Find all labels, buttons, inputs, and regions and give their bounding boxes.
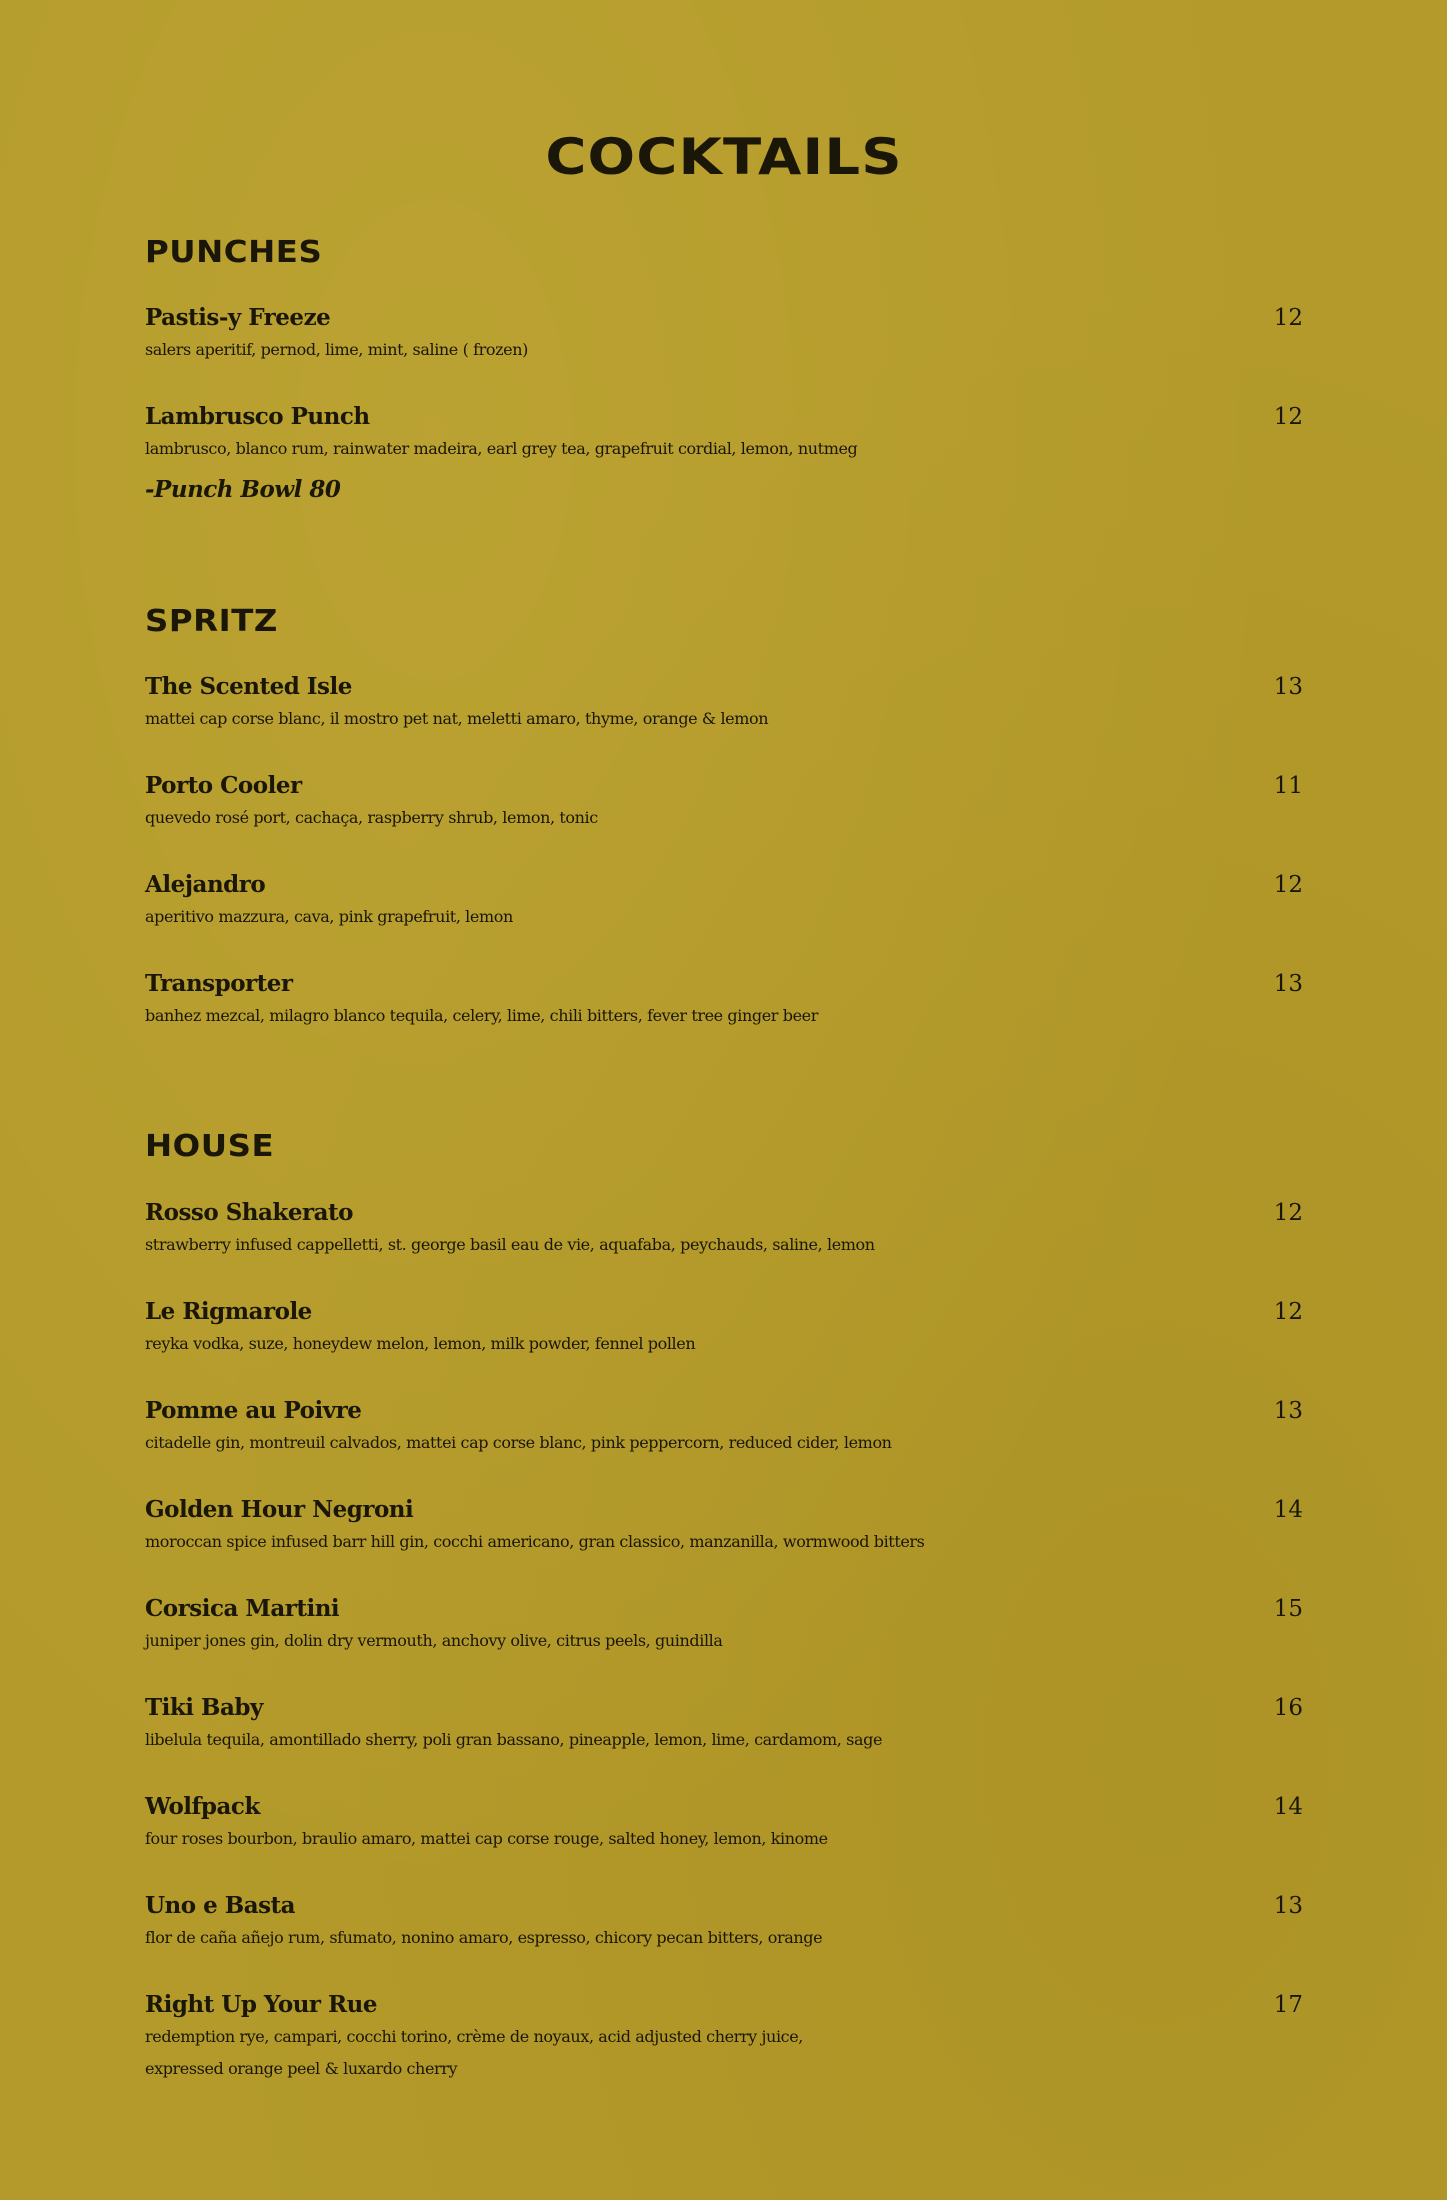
item-price: 16 — [1273, 1695, 1303, 1721]
menu-item-tiki-baby — [145, 1692, 1303, 1756]
section-title-spritz: SPRITZ — [145, 604, 278, 639]
menu-item-uno-e-basta — [145, 1890, 1303, 1954]
item-name: Corsica Martini — [145, 1595, 340, 1622]
item-price: 14 — [1273, 1794, 1303, 1820]
item-price: 12 — [1273, 1200, 1303, 1226]
item-price: 11 — [1273, 773, 1303, 799]
item-name: Lambrusco Punch — [145, 403, 370, 430]
item-price: 17 — [1273, 1992, 1303, 2018]
item-price: 13 — [1273, 674, 1303, 700]
item-description: moroccan spice infused barr hill gin, cocchi americano, gran classico, manzanilla, wormwood bitters — [145, 1532, 925, 1551]
item-name: Uno e Basta — [145, 1892, 296, 1919]
item-name: Pastis-y Freeze — [145, 304, 331, 331]
section-title-house: HOUSE — [145, 1129, 275, 1164]
item-description: reyka vodka, suze, honeydew melon, lemon, milk powder, fennel pollen — [145, 1334, 696, 1353]
menu-item-rosso-shakerato — [145, 1197, 1303, 1261]
item-description: quevedo rosé port, cachaça, raspberry shrub, lemon, tonic — [145, 808, 598, 827]
menu-item-le-rigmarole — [145, 1296, 1303, 1360]
item-price: 13 — [1273, 971, 1303, 997]
menu-item-the-scented-isle — [145, 671, 1303, 735]
item-name: Le Rigmarole — [145, 1298, 312, 1325]
item-price: 15 — [1273, 1596, 1303, 1622]
item-name: Golden Hour Negroni — [145, 1496, 414, 1523]
item-price: 14 — [1273, 1497, 1303, 1523]
menu-item-wolfpack — [145, 1791, 1303, 1855]
menu-item-corsica-martini — [145, 1593, 1303, 1657]
item-description: strawberry infused cappelletti, st. george basil eau de vie, aquafaba, peychauds, saline, lemon — [145, 1235, 875, 1254]
item-description: aperitivo mazzura, cava, pink grapefruit, lemon — [145, 907, 513, 926]
item-description: banhez mezcal, milagro blanco tequila, celery, lime, chili bitters, fever tree ginger beer — [145, 1006, 818, 1025]
item-description: juniper jones gin, dolin dry vermouth, anchovy olive, citrus peels, guindilla — [145, 1631, 723, 1650]
item-description: flor de caña añejo rum, sfumato, nonino amaro, espresso, chicory pecan bitters, orange — [145, 1928, 823, 1947]
item-name: Rosso Shakerato — [145, 1199, 353, 1226]
item-description: mattei cap corse blanc, il mostro pet nat, meletti amaro, thyme, orange & lemon — [145, 709, 769, 728]
section-title-punches: PUNCHES — [145, 235, 323, 270]
item-description: redemption rye, campari, cocchi torino, crème de noyaux, acid adjusted cherry juice, — [145, 2027, 803, 2046]
menu-title: COCKTAILS — [545, 128, 903, 186]
item-name: Alejandro — [145, 871, 266, 898]
item-name: The Scented Isle — [145, 673, 352, 700]
menu-item-right-up-your-rue — [145, 1989, 1303, 2085]
menu-page — [145, 0, 1303, 2200]
item-price: 13 — [1273, 1398, 1303, 1424]
item-price: 12 — [1273, 305, 1303, 331]
item-price: 12 — [1273, 404, 1303, 430]
item-description: citadelle gin, montreuil calvados, mattei cap corse blanc, pink peppercorn, reduced cider, lemon — [145, 1433, 892, 1452]
item-name: Porto Cooler — [145, 772, 302, 799]
item-description: four roses bourbon, braulio amaro, mattei cap corse rouge, salted honey, lemon, kinome — [145, 1829, 828, 1848]
item-description: lambrusco, blanco rum, rainwater madeira, earl grey tea, grapefruit cordial, lemon, nutmeg — [145, 439, 858, 458]
item-name: Wolfpack — [145, 1793, 260, 1820]
item-description: libelula tequila, amontillado sherry, poli gran bassano, pineapple, lemon, lime, cardamom, sage — [145, 1730, 883, 1749]
item-description: salers aperitif, pernod, lime, mint, saline ( frozen) — [145, 340, 528, 359]
item-name: Tiki Baby — [145, 1694, 263, 1721]
menu-item-transporter — [145, 968, 1303, 1032]
item-name: Pomme au Poivre — [145, 1397, 362, 1424]
item-name: Transporter — [145, 970, 293, 997]
item-note-punch-bowl: -Punch Bowl 80 — [145, 476, 341, 503]
menu-item-golden-hour-negroni — [145, 1494, 1303, 1558]
item-price: 13 — [1273, 1893, 1303, 1919]
menu-item-lambrusco-punch — [145, 401, 1303, 506]
menu-item-porto-cooler — [145, 770, 1303, 834]
item-description-continued: expressed orange peel & luxardo cherry — [145, 2059, 458, 2078]
item-name: Right Up Your Rue — [145, 1991, 378, 2018]
menu-item-pastis-y-freeze — [145, 302, 1303, 366]
menu-item-pomme-au-poivre — [145, 1395, 1303, 1459]
item-price: 12 — [1273, 872, 1303, 898]
menu-item-alejandro — [145, 869, 1303, 933]
item-price: 12 — [1273, 1299, 1303, 1325]
